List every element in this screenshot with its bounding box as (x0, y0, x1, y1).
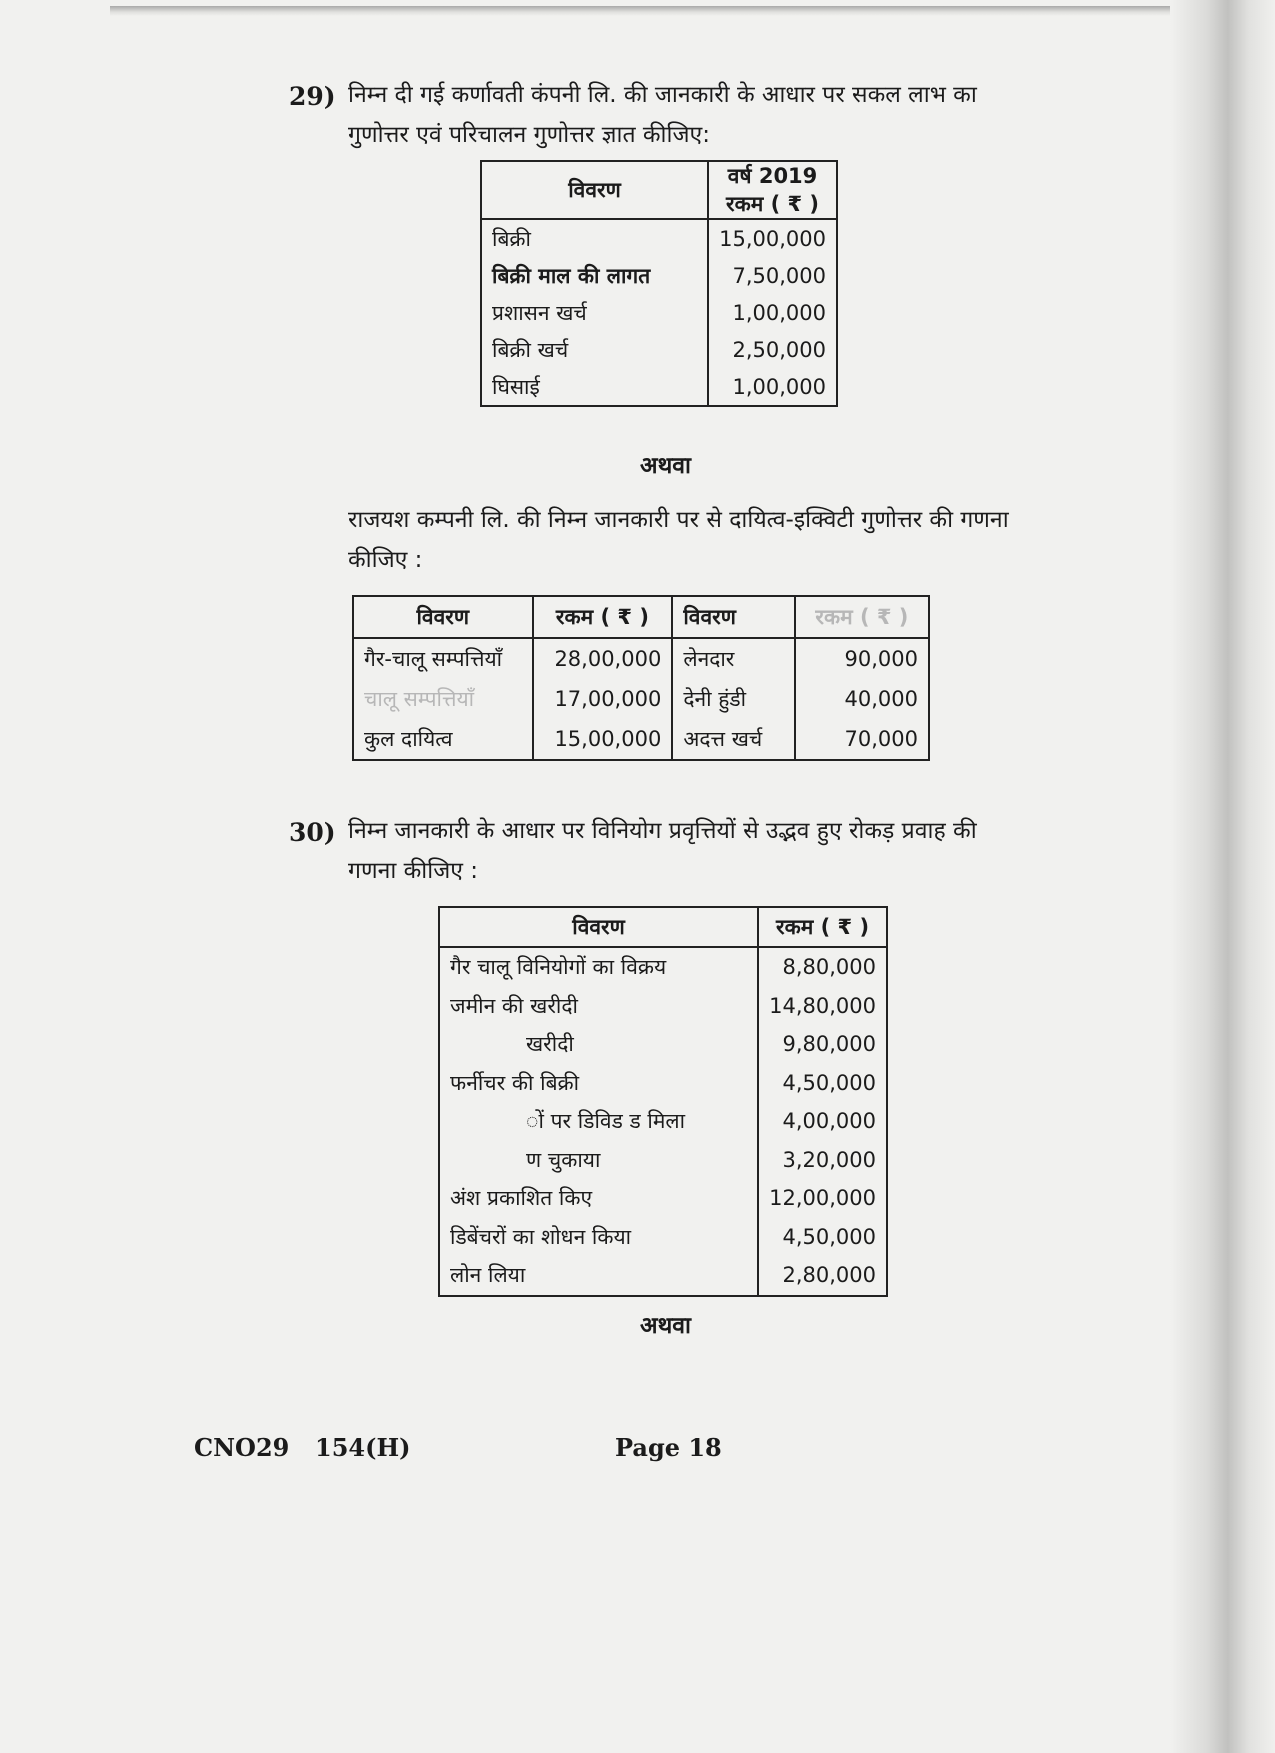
row-item: लोन लिया (439, 1256, 758, 1296)
row-amount: 17,00,000 (533, 679, 673, 719)
header-amount: रकम ( ₹ ) (758, 907, 887, 947)
table-row (439, 1179, 887, 1218)
row-amount: 2,80,000 (782, 1263, 876, 1288)
row-amount: 4,00,000 (782, 1109, 876, 1134)
row-amount: 8,80,000 (782, 955, 876, 980)
row-item: प्रशासन खर्च (481, 294, 708, 331)
investing-cash-flow-table (438, 906, 888, 1297)
row-item: घिसाई (481, 368, 708, 406)
question-29-line-1: निम्न दी गई कर्णावती कंपनी लि. की जानकारी के आधार पर सकल लाभ का (348, 82, 977, 108)
question-30-line-1: निम्न जानकारी के आधार पर विनियोग प्रवृत्तियों से उद्भव हुए रोकड़ प्रवाह की (348, 818, 977, 844)
row-amount: 1,00,000 (732, 374, 826, 399)
row-amount: 4,50,000 (782, 1224, 876, 1249)
row-item-2: देनी हुंडी (672, 679, 794, 719)
row-item: गैर-चालू सम्पत्तियाँ (364, 647, 503, 671)
footer-paper: 154(H) (315, 1433, 411, 1462)
debt-equity-table (352, 595, 930, 761)
row-item: फर्नीचर की बिक्री (439, 1064, 758, 1103)
table-row (439, 947, 887, 987)
row-item: ण चुकाया (439, 1141, 758, 1180)
header-year-amount (708, 161, 837, 219)
row-amount-2: 70,000 (844, 727, 918, 751)
question-29-alt-line-2: कीजिए : (348, 547, 423, 573)
scan-shadow-top (110, 6, 1170, 16)
row-amount: 14,80,000 (769, 993, 876, 1018)
table-row (481, 368, 837, 406)
table-header-row (439, 907, 887, 947)
question-29-alt-line-1: राजयश कम्पनी लि. की निम्न जानकारी पर से दायित्व-इक्विटी गुणोत्तर की गणना (348, 507, 1009, 533)
table-row (439, 1256, 887, 1296)
row-item: बिक्री (481, 219, 708, 257)
gross-profit-table (480, 160, 838, 407)
header-particulars: विवरण (439, 907, 758, 947)
question-30-line-2: गणना कीजिए : (348, 858, 479, 884)
table-row (481, 219, 837, 257)
table-row (353, 638, 929, 679)
header-particulars: विवरण (481, 161, 708, 219)
row-item: डिबेंचरों का शोधन किया (439, 1218, 758, 1257)
header-amount-2: रकम ( ₹ ) (795, 596, 929, 638)
question-30-number: 30) (289, 818, 336, 847)
scan-shadow-right (1170, 0, 1275, 1753)
header-year: वर्ष 2019 (727, 164, 818, 188)
table-header-row (481, 161, 837, 219)
row-amount: 12,00,000 (769, 1186, 876, 1211)
row-item: अंश प्रकाशित किए (439, 1179, 758, 1218)
table-row (439, 1025, 887, 1064)
row-amount: 7,50,000 (732, 263, 826, 288)
row-amount: 15,00,000 (533, 719, 673, 760)
row-amount: 3,20,000 (782, 1147, 876, 1172)
row-amount: 1,00,000 (732, 300, 826, 325)
row-item: खरीदी (439, 1025, 758, 1064)
row-item-2: लेनदार (672, 638, 794, 679)
row-item: जमीन की खरीदी (439, 987, 758, 1026)
header-amount: रकम ( ₹ ) (533, 596, 673, 638)
table-row (439, 1064, 887, 1103)
header-particulars: विवरण (353, 596, 533, 638)
or-label-29: अथवा (640, 453, 692, 479)
row-item: ों पर डिविड ड मिला (439, 1102, 758, 1141)
header-amount: रकम ( ₹ ) (725, 192, 819, 216)
table-row (439, 987, 887, 1026)
row-amount: 15,00,000 (719, 226, 826, 251)
row-item: चालू सम्पत्तियाँ (364, 687, 475, 711)
row-amount-2: 90,000 (844, 647, 918, 671)
question-29-line-2: गुणोत्तर एवं परिचालन गुणोत्तर ज्ञात कीजिए: (348, 122, 711, 148)
table-row (439, 1102, 887, 1141)
row-item-2: अदत्त खर्च (672, 719, 794, 760)
table-header-row (353, 596, 929, 638)
table-row (481, 331, 837, 368)
row-item: गैर चालू विनियोगों का विक्रय (439, 947, 758, 987)
table-row (481, 257, 837, 294)
row-item: बिक्री खर्च (481, 331, 708, 368)
header-particulars-2: विवरण (672, 596, 794, 638)
table-row (439, 1141, 887, 1180)
row-item: कुल दायित्व (364, 727, 453, 751)
row-item: बिक्री माल की लागत (481, 257, 708, 294)
row-amount-2: 40,000 (844, 687, 918, 711)
row-amount: 9,80,000 (782, 1032, 876, 1057)
footer-page-number: Page 18 (615, 1433, 722, 1462)
table-row (481, 294, 837, 331)
table-row (353, 679, 929, 719)
or-label-30: अथवा (640, 1313, 692, 1339)
row-amount: 28,00,000 (533, 638, 673, 679)
table-row (439, 1218, 887, 1257)
table-row (353, 719, 929, 760)
footer-code: CNO29 (194, 1433, 290, 1462)
row-amount: 4,50,000 (782, 1070, 876, 1095)
question-29-number: 29) (289, 82, 336, 111)
row-amount: 2,50,000 (732, 337, 826, 362)
